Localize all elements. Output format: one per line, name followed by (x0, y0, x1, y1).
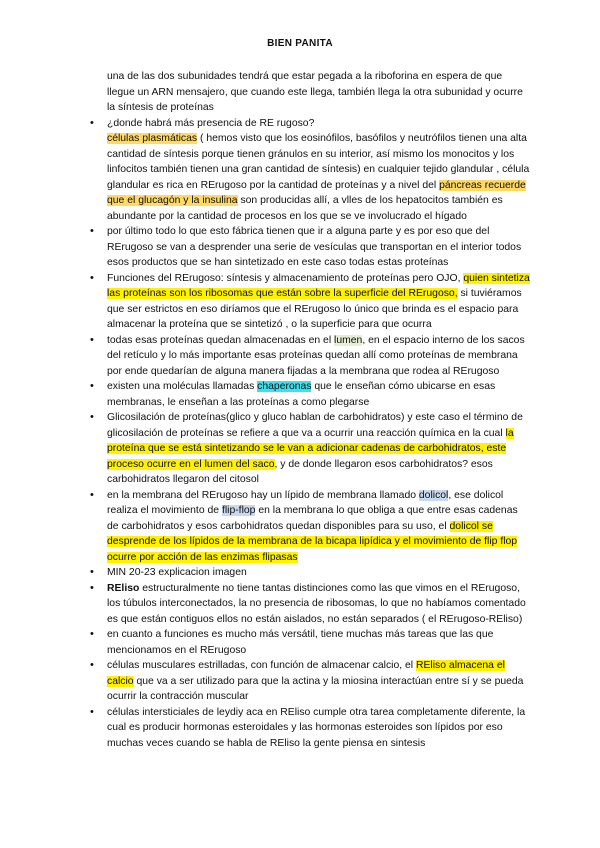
highlighted-text: REliso almacena el calcio (107, 660, 505, 687)
bullet-item-dolichol (90, 488, 530, 566)
text-segment: que le enseñan cómo ubicarse en esas membranas, le enseñan a las proteínas a como plegarse (107, 381, 496, 408)
text-segment: células musculares estrilladas, con función de almacenar calcio, el (107, 660, 416, 671)
highlighted-text: quien sintetiza las proteínas son los ribosomas que están sobre la superficie del RErugoso, (107, 272, 530, 299)
bullet-item-plasmatic-cells (90, 131, 530, 224)
highlighted-text: la proteína que se está sintetizando se le van a adicionar cadenas de carbohidratos, este proceso ocurre en el lumen del saco (107, 427, 514, 470)
bullet-item-leydig-cells (90, 705, 530, 752)
text-segment: en la membrana del RErugoso hay un lípido de membrana llamado (107, 489, 419, 501)
text-segment: en la membrana lo que obliga a que entre esas cadenas de carbohidratos y esos carbohidratos quedan disponibles para su uso, el (107, 505, 518, 532)
text-segment: MIN 20-23 explicacion imagen (107, 567, 247, 578)
text-segment: son producidas allí, a vlles de los hepatocitos también es abundante por la cantidad de procesos en los que se ve involucrado el hígado (107, 195, 503, 222)
bullet-icon: • (90, 380, 94, 392)
highlighted-text: flip-flop (221, 505, 256, 516)
document-body (90, 69, 530, 751)
bullet-icon: • (90, 225, 94, 237)
text-segment: existen una moléculas llamadas (107, 381, 258, 392)
text-segment: en cuanto a funciones es mucho más versátil, tiene muchas más tareas que las que mencionamos en el RErugoso (107, 629, 494, 656)
text-segment: ( hemos visto que los eosinófilos, basófilos y neutrófilos tienen una alta cantidad de síntesis porque tienen gránulos en su interior, así mismo los monocitos y los linfocitos también tienen una gran cantidad de síntesis) en cualquier tejido glandular , célula glandular es rica en RErugoso por la cantidad de proteínas y a nivel del (107, 133, 530, 191)
text-segment: Glicosilación de proteínas(glico y gluco hablan de carbohidratos) y este caso el término de glicosilación de proteínas se refiere a que va a ocurrir una reacción química en la cual (107, 412, 523, 439)
bullet-icon: • (90, 566, 94, 578)
bullet-icon: • (90, 271, 94, 284)
highlighted-text: células plasmáticas (107, 133, 198, 144)
text-segment: por último todo lo que esto fábrica tienen que ir a alguna parte y es por eso que del RErugoso se van a desprender una serie de vesículas que transportan en el interior todos esos productos que se han sintetizado en este caso todas estas proteínas (107, 226, 522, 268)
highlighted-text: lumen (334, 334, 363, 346)
bullet-item-muscle-cells (90, 658, 530, 705)
bullet-item-vesicles (90, 224, 530, 271)
text-segment: todas esas proteínas quedan almacenadas en el (107, 334, 335, 346)
highlighted-text: chaperonas (257, 381, 312, 392)
text-segment: Funciones del RErugoso: síntesis y almacenamiento de proteínas pero OJO, (107, 272, 464, 284)
text-segment: ¿donde habrá más presencia de RE rugoso? (107, 117, 315, 129)
bullet-icon: • (90, 411, 94, 423)
page-title: BIEN PANITA (267, 38, 333, 49)
bullet-item-re-liso (90, 581, 530, 628)
text-segment: que va a ser utilizado para que la actina y la miosina interactúan entre sí y se pueda ocurrir la contracción muscular (107, 675, 524, 702)
bullet-item-functions (90, 271, 530, 333)
bullet-icon: • (90, 116, 94, 129)
intro-paragraph: una de las dos subunidades tendrá que estar pegada a la riboforina en espera de que llegue un ARN mensajero, que cuando este llega, también llega la otra subunidad y ocurre la síntesis de proteínas (107, 71, 523, 113)
text-segment: células intersticiales de leydiy aca en REliso cumple otra tarea completamente diferente, la cual es producir hormonas esteroidales y las hormonas esteroides son lípidos por eso muchas veces cuando se habla de REliso la gente piensa en sintesis (107, 706, 526, 749)
bullet-item-versatile (90, 627, 530, 658)
bullet-item-chaperones (90, 379, 530, 410)
bullet-icon: • (90, 333, 94, 346)
text-segment: si tuviéramos que ser estrictos en eso diríamos que el RErugoso lo único que brinda es el espacio para almacenar la proteína que se sintetizó , o la superficie para que ocurra (107, 288, 522, 330)
bullet-icon: • (90, 705, 94, 718)
bullet-icon: • (90, 659, 94, 671)
bullet-item-glycosylation (90, 410, 530, 488)
text-segment: , y de donde llegaron esos carbohidratos? esos carbohidratos llegaron del citosol (107, 458, 493, 485)
text-segment: , ese dolicol realiza el movimiento de (107, 489, 504, 516)
bullet-icon: • (90, 628, 94, 640)
text-segment: estructuralmente no tiene tantas distinciones como las que vimos en el RErugoso, los túbulos interconectados, la no presencia de ribosomas, lo que no habíamos comentado es que están contiguos ellos no están aislados, no están separados ( el RErugoso-REliso) (107, 582, 526, 625)
highlighted-text: dolicol se desprende de los lípidos de la membrana de la bicapa lipídica y el movimiento de flip flop ocurre por acción de las enzimas flipasas (107, 520, 518, 563)
text-segment: , en el espacio interno de los sacos del retículo y lo más importante esas proteínas quedan allí como proteínas de membrana por ende quedarían de alguna manera fijadas a la membrana que rodea al RErugoso (107, 334, 525, 377)
highlighted-text: páncreas recuerde que el glucagón y la insulina (107, 179, 526, 206)
bullet-item-min-explanation (90, 565, 530, 581)
bullet-item-lumen (90, 333, 530, 380)
highlighted-text: dolicol (418, 489, 449, 501)
bullet-icon: • (90, 488, 94, 501)
bold-text: REliso (107, 582, 140, 594)
bullet-item-question-re-rugoso (90, 116, 530, 132)
bullet-icon: • (90, 581, 94, 594)
